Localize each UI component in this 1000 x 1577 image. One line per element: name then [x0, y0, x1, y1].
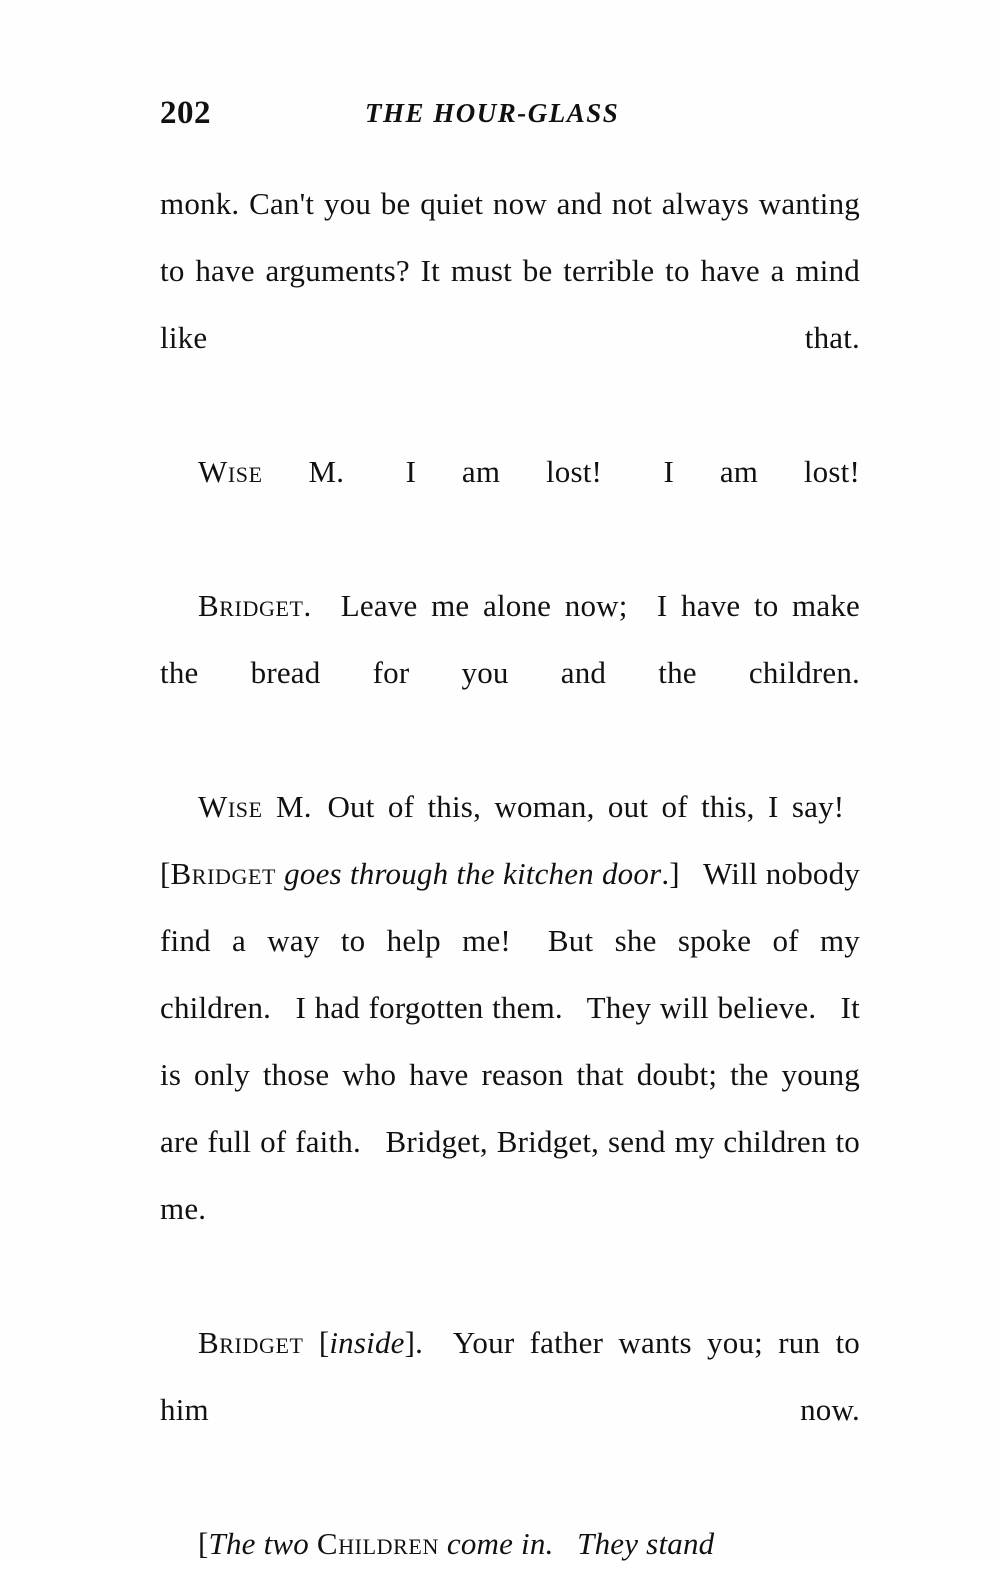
paragraph-text: ]. Your father wants you; run to him now.: [160, 1325, 860, 1427]
paragraph-text: monk. Can't you be quiet now and not always wanting to have arguments? It must be terrible to have a mind like that.: [160, 186, 860, 355]
paragraph: [160, 1510, 860, 1577]
speaker-tail: .: [303, 588, 312, 623]
speaker-name: Bridget: [198, 1325, 304, 1360]
bracket-open: [: [198, 1526, 209, 1561]
page-header: [160, 95, 860, 135]
speaker-tail: M.: [262, 789, 312, 824]
running-title: THE HOUR-GLASS: [365, 98, 620, 128]
stage-direction: inside: [329, 1325, 405, 1360]
page-number: 202: [160, 95, 211, 131]
speaker-tail: M.: [262, 454, 345, 489]
stage-direction-name: Children: [316, 1526, 439, 1561]
page-body: [160, 170, 860, 1577]
bracket-open: [: [303, 1325, 330, 1360]
stage-direction: goes through the kitchen door: [284, 856, 662, 891]
paragraph: [160, 170, 860, 438]
stage-direction-name: Bridget: [170, 856, 277, 891]
speaker-name: Wise: [198, 454, 263, 489]
stage-direction: come in. They stand: [438, 1526, 715, 1561]
paragraph-text: .] Will nobody find a way to help me! But she spoke of my children. I had forgotten them. They will believe. It is only those who have reason that doubt; the young are full of faith. Bridget, Bridget, send my children to me.: [160, 856, 861, 1226]
paragraph-text: Out of this, woman, out of this, I say! [: [160, 789, 860, 891]
speaker-name: Bridget: [198, 588, 304, 623]
paragraph: [160, 438, 860, 572]
paragraph-text: Leave me alone now; I have to make the bread for you and the children.: [160, 588, 860, 690]
paragraph: [160, 572, 860, 773]
paragraph-text: I am lost! I am lost!: [405, 454, 860, 489]
stage-direction: The two: [208, 1526, 317, 1561]
paragraph: [160, 773, 860, 1309]
speaker-name: Wise: [198, 789, 263, 824]
paragraph: [160, 1309, 860, 1510]
